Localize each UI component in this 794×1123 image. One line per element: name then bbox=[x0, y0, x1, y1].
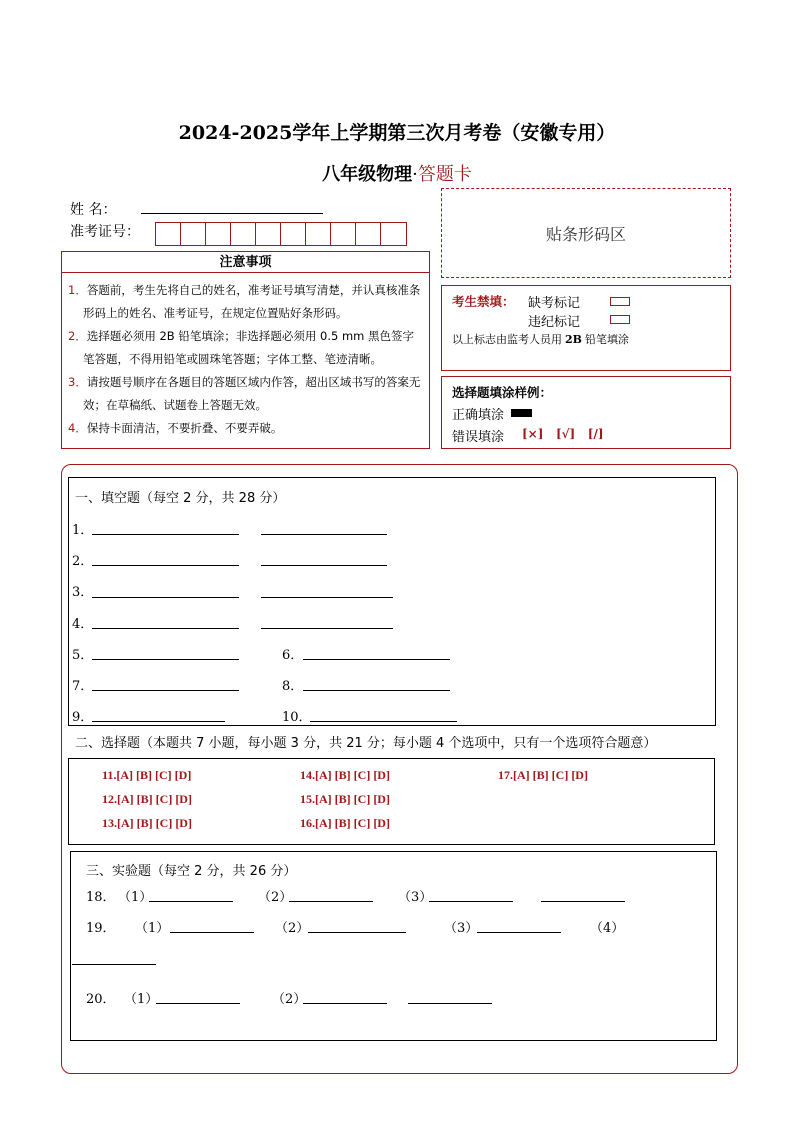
notice-item: 3．请按题号顺序在各题目的答题区域内作答，超出区域书写的答案无效；在草稿纸、试题卷上答题无效。 bbox=[68, 375, 421, 412]
section3-title: 三、实验题（每空 2 分，共 26 分） bbox=[86, 864, 297, 879]
answer-line[interactable] bbox=[92, 628, 239, 629]
answer-line[interactable] bbox=[92, 659, 239, 660]
question-number: 5． bbox=[72, 648, 94, 663]
question-number: 7． bbox=[72, 679, 94, 694]
absent-mark-box[interactable] bbox=[610, 297, 630, 306]
page-title: 2024-2025学年上学期第三次月考卷（安徽专用） bbox=[178, 122, 616, 144]
choice-row[interactable]: 13.[A] [B] [C] [D] bbox=[102, 816, 192, 830]
notice-heading: 注意事项 bbox=[61, 251, 430, 273]
exam-id-cell[interactable] bbox=[231, 223, 256, 245]
answer-line[interactable] bbox=[261, 628, 393, 629]
answer-line[interactable] bbox=[303, 690, 450, 691]
exam-id-label: 准考证号： bbox=[70, 224, 140, 240]
absent-mark-label: 缺考标记 bbox=[528, 296, 581, 311]
subtitle-dot: · bbox=[412, 164, 418, 185]
question-number: 6． bbox=[282, 648, 304, 663]
barcode-label: 贴条形码区 bbox=[545, 224, 626, 244]
blank-label: （3） bbox=[398, 890, 433, 905]
question-number: 2． bbox=[72, 554, 94, 569]
section2-title: 二、选择题（本题共 7 小题，每小题 3 分，共 21 分；每小题 4 个选项中，只有一个选项符合题意） bbox=[75, 736, 657, 751]
answer-line[interactable] bbox=[72, 964, 156, 965]
exam-id-cell[interactable] bbox=[256, 223, 281, 245]
answer-line[interactable] bbox=[92, 690, 239, 691]
choice-row[interactable]: 17.[A] [B] [C] [D] bbox=[498, 768, 588, 782]
fill-blank-section bbox=[68, 477, 716, 726]
question-number: 20． bbox=[86, 992, 116, 1007]
choice-row[interactable]: 14.[A] [B] [C] [D] bbox=[300, 768, 390, 782]
correct-fill-mark bbox=[511, 409, 532, 417]
exam-id-grid[interactable] bbox=[155, 222, 407, 246]
answer-line[interactable] bbox=[149, 901, 233, 902]
choice-row[interactable]: 15.[A] [B] [C] [D] bbox=[300, 792, 390, 806]
exam-id-cell[interactable] bbox=[356, 223, 381, 245]
answer-line[interactable] bbox=[261, 565, 387, 566]
exam-id-cell[interactable] bbox=[206, 223, 231, 245]
question-number: 10． bbox=[282, 710, 312, 725]
answer-line[interactable] bbox=[289, 901, 373, 902]
page-subtitle bbox=[0, 160, 794, 186]
answer-line[interactable] bbox=[92, 565, 239, 566]
blank-label: （2） bbox=[258, 890, 293, 905]
question-number: 9． bbox=[72, 710, 94, 725]
answer-line[interactable] bbox=[477, 932, 561, 933]
choice-row[interactable]: 16.[A] [B] [C] [D] bbox=[300, 816, 390, 830]
name-label: 姓 名： bbox=[70, 202, 117, 218]
exam-id-cell[interactable] bbox=[381, 223, 406, 245]
proctor-mark-box bbox=[441, 285, 731, 371]
blank-label: （1） bbox=[135, 921, 170, 936]
exam-id-cell[interactable] bbox=[156, 223, 181, 245]
choice-row[interactable]: 12.[A] [B] [C] [D] bbox=[102, 792, 192, 806]
name-field[interactable] bbox=[141, 213, 323, 214]
answer-line[interactable] bbox=[92, 721, 225, 722]
blank-label: （2） bbox=[275, 921, 310, 936]
forbid-label: 考生禁填： bbox=[452, 294, 515, 309]
section1-title: 一、填空题（每空 2 分，共 28 分） bbox=[75, 491, 286, 506]
correct-fill-label: 正确填涂 bbox=[452, 408, 505, 423]
blank-label: （1） bbox=[118, 890, 153, 905]
answer-line[interactable] bbox=[310, 721, 457, 722]
wrong-fill-label: 错误填涂 bbox=[452, 430, 505, 445]
notice-body bbox=[61, 273, 430, 449]
choice-row[interactable]: 11.[A] [B] [C] [D] bbox=[102, 768, 192, 782]
experiment-section bbox=[70, 851, 717, 1041]
blank-label: （3） bbox=[444, 921, 479, 936]
answer-line[interactable] bbox=[170, 932, 254, 933]
answer-line[interactable] bbox=[303, 659, 450, 660]
exam-id-cell[interactable] bbox=[331, 223, 356, 245]
violation-mark-box[interactable] bbox=[610, 315, 630, 324]
notice-item: 2．选择题必须用 2B 铅笔填涂；非选择题必须用 0.5 mm 黑色签字笔答题，不得用铅笔或圆珠笔答题；字体工整、笔迹清晰。 bbox=[68, 329, 415, 366]
answer-line[interactable] bbox=[429, 901, 513, 902]
sample-title: 选择题填涂样例： bbox=[452, 385, 553, 400]
blank-label: （4） bbox=[590, 921, 625, 936]
question-number: 1． bbox=[72, 523, 94, 538]
fill-sample-box bbox=[441, 376, 731, 449]
forbid-note: 以上标志由监考人员用 2B 铅笔填涂 bbox=[452, 333, 629, 346]
exam-id-cell[interactable] bbox=[281, 223, 306, 245]
answer-card-label: 答题卡 bbox=[417, 164, 472, 185]
exam-id-cell[interactable] bbox=[306, 223, 331, 245]
question-number: 19． bbox=[86, 921, 116, 936]
barcode-area bbox=[441, 188, 731, 278]
question-number: 8． bbox=[282, 679, 304, 694]
blank-label: （2） bbox=[272, 992, 307, 1007]
violation-mark-label: 违纪标记 bbox=[528, 315, 581, 330]
answer-line[interactable] bbox=[261, 534, 387, 535]
notice-item: 1．答题前，考生先将自己的姓名，准考证号填写清楚，并认真核准条形码上的姓名、准考证号，在规定位置贴好条形码。 bbox=[68, 283, 421, 320]
answer-line[interactable] bbox=[92, 534, 239, 535]
blank-label: （1） bbox=[124, 992, 159, 1007]
answer-line[interactable] bbox=[408, 1003, 492, 1004]
subject-label: 八年级物理 bbox=[322, 164, 413, 185]
answer-line[interactable] bbox=[541, 901, 625, 902]
notice-item: 4．保持卡面清洁，不要折叠、不要弄破。 bbox=[68, 421, 283, 435]
exam-id-cell[interactable] bbox=[181, 223, 206, 245]
answer-line[interactable] bbox=[303, 1003, 387, 1004]
question-number: 3． bbox=[72, 585, 94, 600]
answer-line[interactable] bbox=[261, 597, 393, 598]
question-number: 4． bbox=[72, 617, 94, 632]
question-number: 18． bbox=[86, 890, 116, 905]
answer-line[interactable] bbox=[92, 597, 239, 598]
answer-line[interactable] bbox=[156, 1003, 240, 1004]
wrong-fill-marks: [×] [√] [/] bbox=[522, 427, 604, 441]
answer-line[interactable] bbox=[308, 932, 406, 933]
